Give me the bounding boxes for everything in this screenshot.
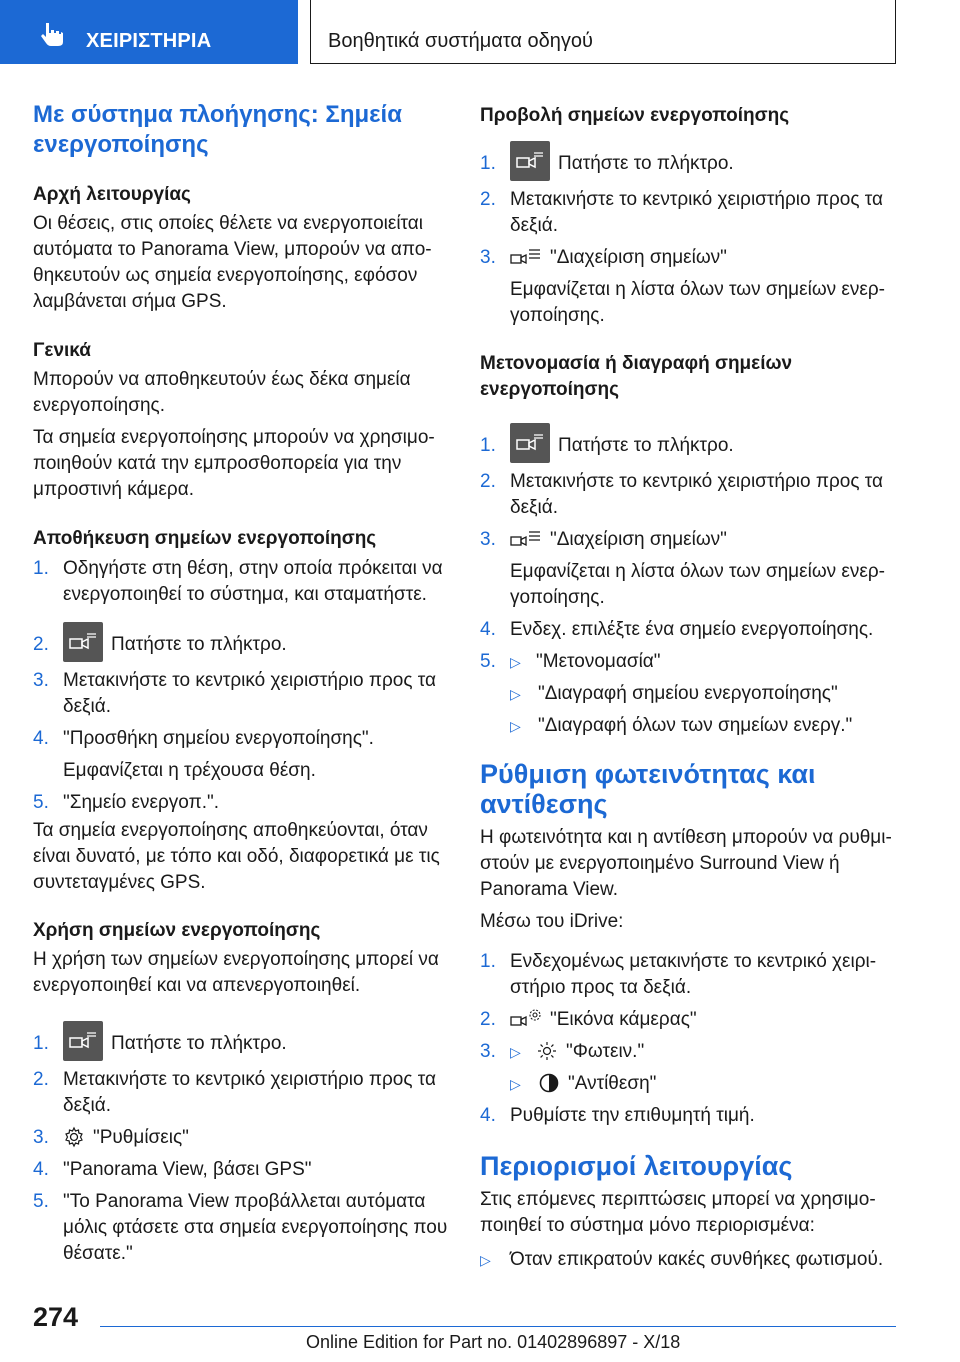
list-text: "Εικόνα κάμερας" [550,1009,697,1030]
triangle-bullet-icon: ▷ [510,686,521,702]
list-text: Μετακινήστε το κεντρικό χειριστήριο προς τα δεξιά. [63,1069,436,1116]
section-title-limitations: Περιορισμοί λειτουργίας [480,1151,793,1181]
bullet-text: "Αντίθεση" [568,1073,657,1094]
list-number: 4. [480,619,496,640]
list-item [480,649,900,675]
list-item [480,423,900,463]
list-text: "Το Panorama View προβάλλεται αυτόματα μόλις φτάσετε στα σημεία ενεργοποίησης που θέσατε." [63,1191,448,1264]
list-item [33,726,451,752]
list-number: 3. [33,1127,49,1148]
page-header [0,0,960,66]
list-text: "Φωτειν." [566,1041,645,1062]
heading-principle: Αρχή λειτουργίας [33,184,191,205]
camera-button-icon [510,141,550,181]
list-item [480,1007,900,1033]
text-limitations: Στις επόμενες περιπτώσεις μπορεί να χρησιμο-ποιηθεί το σύστημα μόνο περιορισμένα: [480,1189,876,1236]
list-text: "Panorama View, βάσει GPS" [63,1159,312,1180]
list-sub-text: Εμφανίζεται η λίστα όλων των σημείων ενερ-γοποίησης. [510,561,886,608]
list-number: 3. [33,670,49,691]
list-text: Μετακινήστε το κεντρικό χειριστήριο προς τα δεξιά. [63,670,436,717]
heading-view-points: Προβολή σημείων ενεργοποίησης [480,105,790,126]
contrast-icon [538,1072,560,1094]
list-item [480,187,900,239]
list-number: 3. [480,529,496,550]
list-number: 4. [33,728,49,749]
camera-button-icon [510,423,550,463]
list-text: "Ρυθμίσεις" [93,1127,189,1148]
chapter-tab[interactable] [0,0,298,64]
list-number: 4. [480,1105,496,1126]
camera-button-icon [63,622,103,662]
heading-use-points: Χρήση σημείων ενεργοποίησης [33,920,321,941]
hand-pointer-icon [38,20,66,48]
bullet-text: "Διαγραφή όλων των σημείων ενεργ." [538,715,853,736]
camera-menu-icon [510,248,542,268]
list-item [480,527,900,553]
list-sub-text: Εμφανίζεται η τρέχουσα θέση. [63,760,316,781]
section-title: Βοηθητικά συστήματα οδηγού [328,30,593,52]
triangle-bullet-icon: ▷ [510,1044,521,1060]
list-item [33,1125,451,1151]
list-number: 3. [480,247,496,268]
text-principle: Οι θέσεις, στις οποίες θέλετε να ενεργοποιείται αυτόματα το Panorama View, μπορούν να απο-θηκευτούν ως σημεία ενεργοποίησης, εφόσον λαμβάνεται σήμα GPS. [33,213,432,312]
list-number: 2. [480,1009,496,1030]
list-number: 1. [33,1033,49,1054]
chapter-tab-label: ΧΕΙΡΙΣΤΗΡΙΑ [86,30,212,52]
camera-menu-icon [510,530,542,550]
text-general-1: Μπορούν να αποθηκευτούν έως δέκα σημεία ενεργοποίησης. [33,369,411,416]
list-number: 1. [33,558,49,579]
list-number: 5. [33,1191,49,1212]
list-text: Ρυθμίστε την επιθυμητή τιμή. [510,1105,755,1126]
list-item [480,141,900,181]
bullet-text: Όταν επικρατούν κακές συνθήκες φωτισμού. [510,1249,884,1270]
section-title-activation-points: Με σύστημα πλοήγησης: Σημεία ενεργοποίησης [33,101,402,158]
page-footer [0,1296,960,1362]
list-number: 2. [33,634,49,655]
list-item [33,668,451,720]
list-number: 2. [33,1069,49,1090]
heading-general: Γενικά [33,340,91,361]
list-item [33,790,451,816]
list-text: Μετακινήστε το κεντρικό χειριστήριο προς τα δεξιά. [510,189,883,236]
triangle-bullet-icon: ▷ [510,1076,521,1092]
text-general-2: Τα σημεία ενεργοποίησης μπορούν να χρησιμο-ποιηθούν κατά την εμπροσθοπορεία για την μπροστινή κάμερα. [33,427,435,500]
list-item [33,556,451,608]
list-text: Ενδεχομένως μετακινήστε το κεντρικό χειρι-στήριο προς τα δεξιά. [510,951,877,998]
list-sub-text: Εμφανίζεται η λίστα όλων των σημείων ενερ-γοποίησης. [510,279,886,326]
list-item [480,245,900,271]
edition-note: Online Edition for Part no. 01402896897 - X/18 [306,1332,681,1352]
list-item [33,622,451,662]
list-item [33,1189,451,1267]
list-text: Οδηγήστε στη θέση, στην οποία πρόκειται να ενεργοποιηθεί το σύστημα, και σταματήστε. [63,558,443,605]
list-number: 1. [480,435,496,456]
bullet-item [480,1247,900,1273]
page-number: 274 [33,1302,79,1332]
list-item [33,1157,451,1183]
section-title-box [310,0,896,64]
list-number: 5. [480,651,496,672]
bullet-item [480,713,900,739]
list-text: Πατήστε το πλήκτρο. [558,435,734,456]
triangle-bullet-icon: ▷ [480,1252,491,1268]
text-brightness-2: Μέσω του iDrive: [480,911,624,932]
text-save-note: Τα σημεία ενεργοποίησης αποθηκεύονται, όταν είναι δυνατό, με τόπο και οδό, διαφορετικά με τις συντεταγμένες GPS. [33,820,440,893]
list-text: Πατήστε το πλήκτρο. [558,153,734,174]
list-number: 5. [33,792,49,813]
section-title-brightness: Ρύθμιση φωτεινότητας και αντίθεσης [480,759,816,819]
gear-icon [63,1126,85,1148]
list-item [33,1021,451,1061]
camera-button-icon [63,1021,103,1061]
right-column [480,100,900,1273]
footer-divider [100,1326,896,1327]
list-text: "Μετονομασία" [536,651,661,672]
list-text: Πατήστε το πλήκτρο. [111,1033,287,1054]
bullet-item [480,1071,900,1097]
left-column [33,100,451,1267]
list-item [480,469,900,521]
heading-rename-delete: Μετονομασία ή διαγραφή σημείων ενεργοποίησης [480,353,793,400]
list-item [480,617,900,643]
list-number: 2. [480,189,496,210]
sun-icon [536,1040,558,1062]
list-text: "Προσθήκη σημείου ενεργοποίησης". [63,728,374,749]
list-text: "Διαχείριση σημείων" [550,529,727,550]
list-item [480,1103,900,1129]
list-item [33,1067,451,1119]
list-number: 3. [480,1041,496,1062]
list-text: "Σημείο ενεργοπ.". [63,792,219,813]
heading-save-points: Αποθήκευση σημείων ενεργοποίησης [33,528,377,549]
text-brightness-1: Η φωτεινότητα και η αντίθεση μπορούν να ρυθμι-στούν με ενεργοποιημένο Surround View ή Panorama View. [480,827,892,900]
bullet-text: "Διαγραφή σημείου ενεργοποίησης" [538,683,838,704]
list-item [480,949,900,1001]
triangle-bullet-icon: ▷ [510,654,521,670]
list-item [480,1039,900,1065]
list-text: Πατήστε το πλήκτρο. [111,634,287,655]
list-number: 1. [480,153,496,174]
list-text: Μετακινήστε το κεντρικό χειριστήριο προς τα δεξιά. [510,471,883,518]
list-number: 4. [33,1159,49,1180]
triangle-bullet-icon: ▷ [510,718,521,734]
list-text: "Διαχείριση σημείων" [550,247,727,268]
list-text: Ενδεχ. επιλέξτε ένα σημείο ενεργοποίησης. [510,619,874,640]
list-number: 1. [480,951,496,972]
camera-settings-icon [510,1008,542,1030]
list-number: 2. [480,471,496,492]
text-use-points: Η χρήση των σημείων ενεργοποίησης μπορεί να ενεργοποιηθεί και να απενεργοποιηθεί. [33,949,439,996]
bullet-item [480,681,900,707]
